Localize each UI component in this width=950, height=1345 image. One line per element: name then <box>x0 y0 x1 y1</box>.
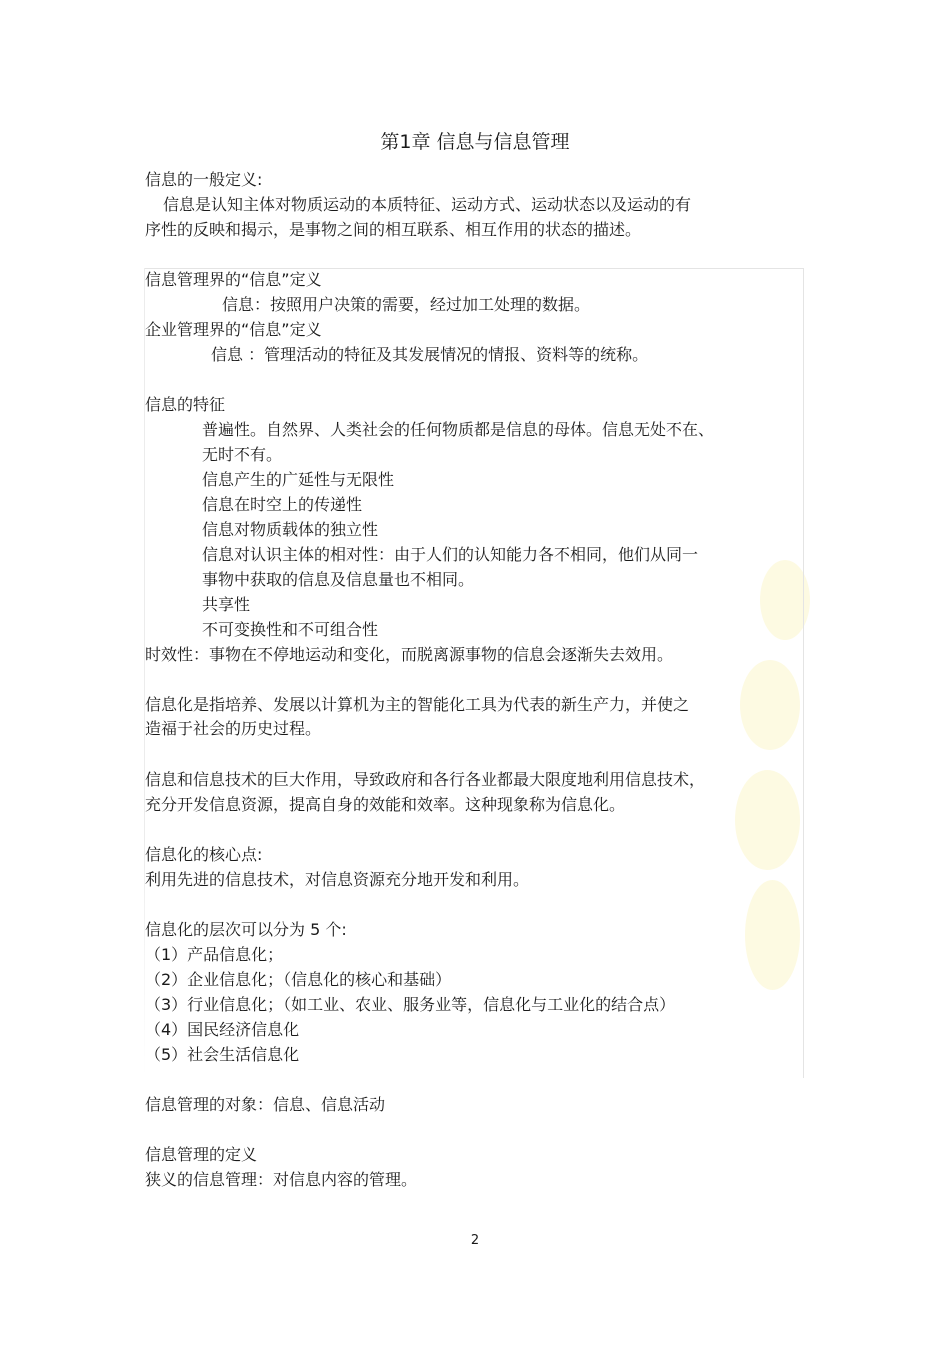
page-number: 2 <box>470 1233 480 1248</box>
feature-item: 不可变换性和不可组合性 <box>202 620 379 639</box>
feature-item: 事物中获取的信息及信息量也不相同。 <box>202 570 475 589</box>
level-item: （2）企业信息化；（信息化的核心和基础） <box>145 970 452 989</box>
enterprise-info-heading: 企业管理界的“信息”定义 <box>145 320 322 339</box>
informatization-phenomenon-line-1: 信息和信息技术的巨大作用，导致政府和各行各业都最大限度地利用信息技术， <box>145 770 706 789</box>
level-item: （3）行业信息化；（如工业、农业、服务业等，信息化与工业化的结合点） <box>145 995 676 1014</box>
informatization-phenomenon-line-2: 充分开发信息资源，提高自身的效能和效率。这种现象称为信息化。 <box>145 795 626 814</box>
general-definition-line-1: 信息是认知主体对物质运动的本质特征、运动方式、运动状态以及运动的有 <box>163 195 692 214</box>
chapter-title: 第1章 信息与信息管理 <box>380 131 570 153</box>
features-heading: 信息的特征 <box>145 395 226 414</box>
mgmt-info-definition: 信息：按照用户决策的需要，经过加工处理的数据。 <box>222 295 591 314</box>
level-item: （1）产品信息化； <box>145 945 284 964</box>
general-definition-line-2: 序性的反映和揭示，是事物之间的相互联系、相互作用的状态的描述。 <box>145 220 642 239</box>
level-item: （4）国民经济信息化 <box>145 1020 300 1039</box>
core-point-heading: 信息化的核心点: <box>145 845 263 864</box>
management-definition-heading: 信息管理的定义 <box>145 1145 258 1164</box>
feature-item: 共享性 <box>202 595 251 614</box>
feature-item: 普遍性。自然界、人类社会的任何物质都是信息的母体。信息无处不在、 <box>202 420 715 439</box>
general-definition-heading: 信息的一般定义: <box>145 170 263 189</box>
mgmt-info-heading: 信息管理界的“信息”定义 <box>145 270 322 289</box>
level-item: （5）社会生活信息化 <box>145 1045 300 1064</box>
feature-item: 信息对物质载体的独立性 <box>202 520 379 539</box>
informatization-definition-line-2: 造福于社会的历史过程。 <box>145 719 322 738</box>
feature-item: 信息产生的广延性与无限性 <box>202 470 395 489</box>
informatization-definition-line-1: 信息化是指培养、发展以计算机为主的智能化工具为代表的新生产力，并使之 <box>145 695 690 714</box>
management-objects-text: 信息管理的对象：信息、信息活动 <box>145 1095 386 1114</box>
enterprise-info-definition: 信息 ：管理活动的特征及其发展情况的情报、资料等的统称。 <box>211 345 649 364</box>
feature-item: 信息对认识主体的相对性：由于人们的认知能力各不相同，他们从同一 <box>202 545 699 564</box>
feature-item: 信息在时空上的传递性 <box>202 495 363 514</box>
core-point-text: 利用先进的信息技术，对信息资源充分地开发和利用。 <box>145 870 530 889</box>
timeliness-text: 时效性：事物在不停地运动和变化，而脱离源事物的信息会逐渐失去效用。 <box>145 645 674 664</box>
levels-heading: 信息化的层次可以分为 5 个: <box>145 920 347 939</box>
feature-item: 无时不有。 <box>202 445 283 464</box>
narrow-definition-text: 狭义的信息管理：对信息内容的管理。 <box>145 1170 418 1189</box>
